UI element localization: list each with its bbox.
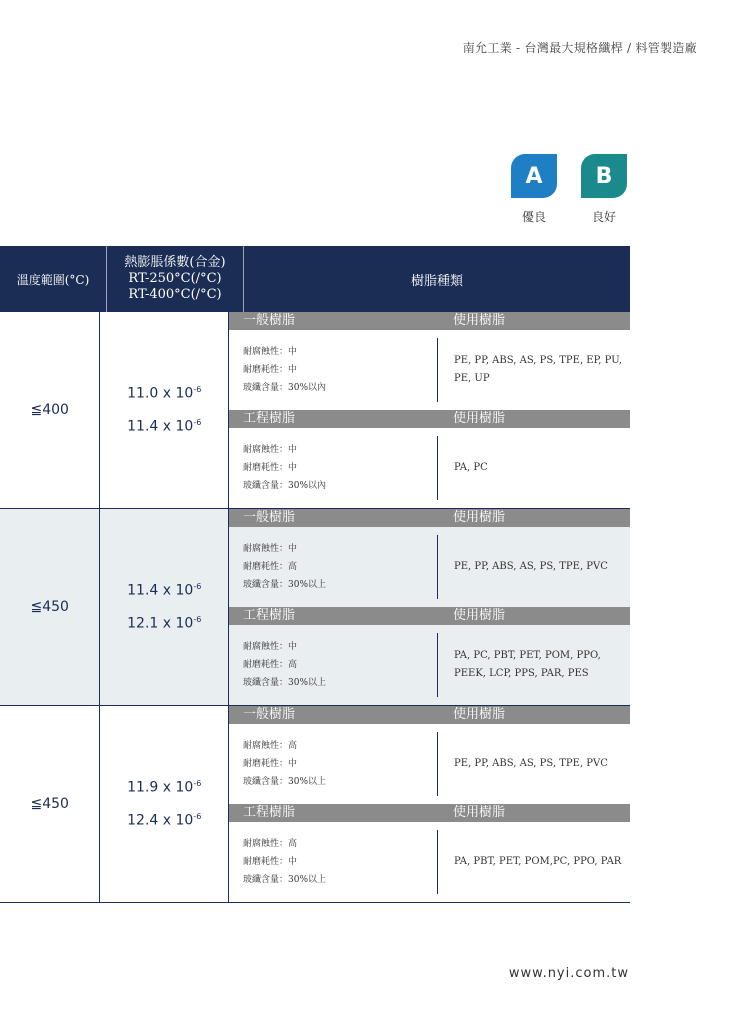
resin-category: 一般樹脂 [243,313,296,328]
thermal-coef-cell [100,312,229,508]
resin-subrow-header [229,509,630,527]
resin-spec-table [0,246,630,903]
resin-subrow [229,607,630,705]
grade-b-label: 良好 [591,210,616,224]
resin-category: 工程樹脂 [243,411,296,426]
website-url: www.nyi.com.tw [508,966,629,981]
grade-a-legend [511,154,557,225]
table-row-group [0,706,630,903]
resin-subrow-header [229,804,630,822]
thermal-coef-cell [100,706,229,902]
temp-range-cell: ≦450 [0,706,100,902]
coef-value-1: 11.0 x $10^{-6}$ [127,385,202,402]
temp-range-cell: ≦450 [0,509,100,705]
resin-list: PE, PP, ABS, AS, PS, TPE, PVC [454,758,608,769]
grade-a-label: 優良 [521,210,546,224]
resin-properties: 耐腐蝕性：中 耐磨耗性：中 玻纖含量：30%以內 [243,445,327,491]
resin-subrow [229,410,630,508]
resin-list: PE, PP, ABS, AS, PS, TPE, EP, PU, PE, UP [454,355,622,384]
resin-category: 工程樹脂 [243,805,296,820]
coef-value-2: 12.1 x $10^{-6}$ [127,615,202,632]
header-coef-line2: RT-250°C(/°C) [128,271,222,286]
header-thermal-coef [107,246,244,312]
grade-a-badge: A [511,154,557,198]
resin-list: PA, PC [454,462,488,473]
grade-b-legend [581,154,627,225]
resin-list: PE, PP, ABS, AS, PS, TPE, PVC [454,561,608,572]
resin-type-cell [229,509,630,705]
resin-type-cell [229,706,630,902]
resin-properties: 耐腐蝕性：高 耐磨耗性：中 玻纖含量：30%以上 [243,741,327,787]
resin-subrow [229,509,630,607]
resin-subrow-header [229,706,630,724]
resin-properties: 耐腐蝕性：高 耐磨耗性：中 玻纖含量：30%以上 [243,839,327,885]
resin-use-label: 使用樹脂 [453,411,506,426]
table-row-group [0,312,630,509]
coef-value-2: 11.4 x $10^{-6}$ [127,418,202,435]
resin-subrow [229,804,630,902]
page-header: 南允工業 - 台灣最大規格纖桿 / 料管製造廠 [462,41,697,55]
table-header [0,246,630,312]
coef-value-2: 12.4 x $10^{-6}$ [127,812,202,829]
resin-subrow-header [229,607,630,625]
coef-value-1: 11.9 x $10^{-6}$ [127,779,202,796]
thermal-coef-cell [100,509,229,705]
resin-category: 一般樹脂 [243,707,296,722]
resin-use-label: 使用樹脂 [453,805,506,820]
resin-use-label: 使用樹脂 [453,510,506,525]
grade-b-badge: B [581,154,627,198]
resin-use-label: 使用樹脂 [453,608,506,623]
coef-value-1: 11.4 x $10^{-6}$ [127,582,202,599]
resin-properties: 耐腐蝕性：中 耐磨耗性：高 玻纖含量：30%以上 [243,642,327,688]
resin-list: PA, PBT, PET, POM,PC, PPO, PAR [454,856,622,867]
resin-type-cell [229,312,630,508]
resin-category: 一般樹脂 [243,510,296,525]
header-coef-line3: RT-400°C(/°C) [128,287,222,302]
resin-subrow-header [229,410,630,428]
table-row-group [0,509,630,706]
header-temp-range: 溫度範圍(°C) [0,246,107,312]
resin-list: PA, PC, PBT, PET, POM, PPO, PEEK, LCP, PPS, PAR, PES [454,650,601,679]
temp-range-cell: ≦400 [0,312,100,508]
resin-subrow-header [229,312,630,330]
resin-subrow [229,706,630,804]
resin-properties: 耐腐蝕性：中 耐磨耗性：中 玻纖含量：30%以內 [243,347,327,393]
resin-category: 工程樹脂 [243,608,296,623]
resin-use-label: 使用樹脂 [453,707,506,722]
resin-use-label: 使用樹脂 [453,313,506,328]
header-resin-type: 樹脂種類 [410,273,463,289]
resin-properties: 耐腐蝕性：中 耐磨耗性：高 玻纖含量：30%以上 [243,544,327,590]
resin-subrow [229,312,630,410]
header-coef-line1: 熱膨脹係數(合金) [124,255,226,270]
